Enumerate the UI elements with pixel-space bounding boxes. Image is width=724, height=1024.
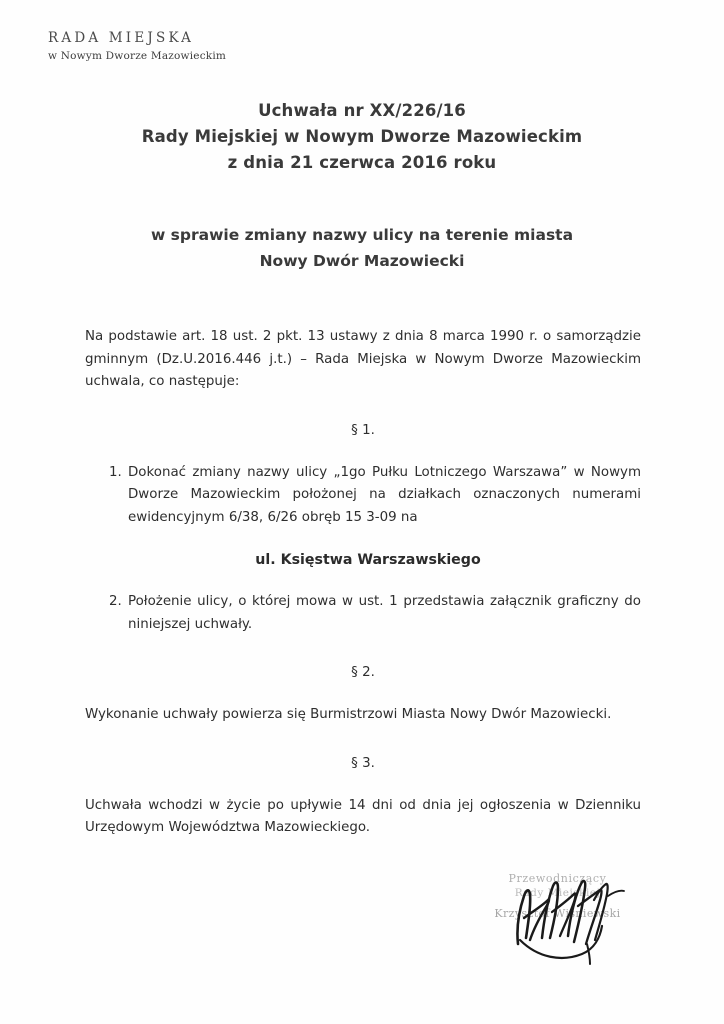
numbered-list <box>85 462 641 530</box>
spacer <box>85 684 641 704</box>
spacer <box>85 442 641 462</box>
signature-printed-text <box>470 872 645 922</box>
letterhead-location: w Nowym Dworze Mazowieckim <box>48 50 227 62</box>
section-marker-1: § 1. <box>351 422 375 438</box>
signature-role-line-1: Przewodniczący <box>508 872 607 885</box>
list-item-marker: 2. <box>109 594 122 609</box>
spacer <box>85 394 641 420</box>
list-item-text: Położenie ulicy, o której mowa w ust. 1 przedstawia załącznik graficzny do niniejszej uchwały. <box>128 594 641 632</box>
document-subject <box>62 222 662 274</box>
subject-line-1: w sprawie zmiany nazwy ulicy na terenie miasta <box>150 226 574 244</box>
list-item-text: Dokonać zmiany nazwy ulicy „1go Pułku Lotniczego Warszawa” w Nowym Dworze Mazowieckim położonej na działkach oznaczonych numerami ewidencyjnym 6/38, 6/26 obręb 15 3-09 na <box>128 464 641 525</box>
spacer <box>85 775 641 795</box>
title-line-number: Uchwała nr XX/226/16 <box>258 101 466 120</box>
title-line-authority: Rady Miejskiej w Nowym Dworze Mazowieckim <box>141 127 583 146</box>
spacer <box>85 529 641 549</box>
numbered-list-continued <box>85 591 641 636</box>
spacer <box>85 636 641 662</box>
section-3-paragraph: Uchwała wchodzi w życie po upływie 14 dni od dnia jej ogłoszenia w Dzienniku Urzędowym Województwa Mazowieckiego. <box>85 797 641 835</box>
section-marker-3: § 3. <box>351 755 375 771</box>
list-item-marker: 1. <box>109 464 122 480</box>
preamble-paragraph: Na podstawie art. 18 ust. 2 pkt. 13 ustawy z dnia 8 marca 1990 r. o samorządzie gminnym (Dz.U.2016.446 j.t.) – Rada Miejska w Nowym Dworze Mazowieckim uchwala, co następuje: <box>85 329 641 389</box>
list-item <box>85 591 641 636</box>
section-marker-2: § 2. <box>351 665 375 680</box>
letterhead-organization: RADA MIEJSKA <box>48 30 195 46</box>
subject-line-2: Nowy Dwór Mazowiecki <box>259 252 465 270</box>
section-2-paragraph: Wykonanie uchwały powierza się Burmistrzowi Miasta Nowy Dwór Mazowiecki. <box>85 707 612 722</box>
signature-name: Krzysztof Wiśniewski <box>494 907 621 920</box>
signature-block <box>470 872 670 962</box>
document-body <box>85 326 641 840</box>
signature-role-line-2: Rady Miejskiej <box>514 887 601 899</box>
letterhead <box>48 30 348 62</box>
spacer <box>85 571 641 591</box>
document-title <box>62 98 662 176</box>
spacer <box>85 727 641 753</box>
new-street-name: ul. Księstwa Warszawskiego <box>255 552 481 568</box>
title-line-date: z dnia 21 czerwca 2016 roku <box>227 153 497 172</box>
list-item <box>85 462 641 530</box>
